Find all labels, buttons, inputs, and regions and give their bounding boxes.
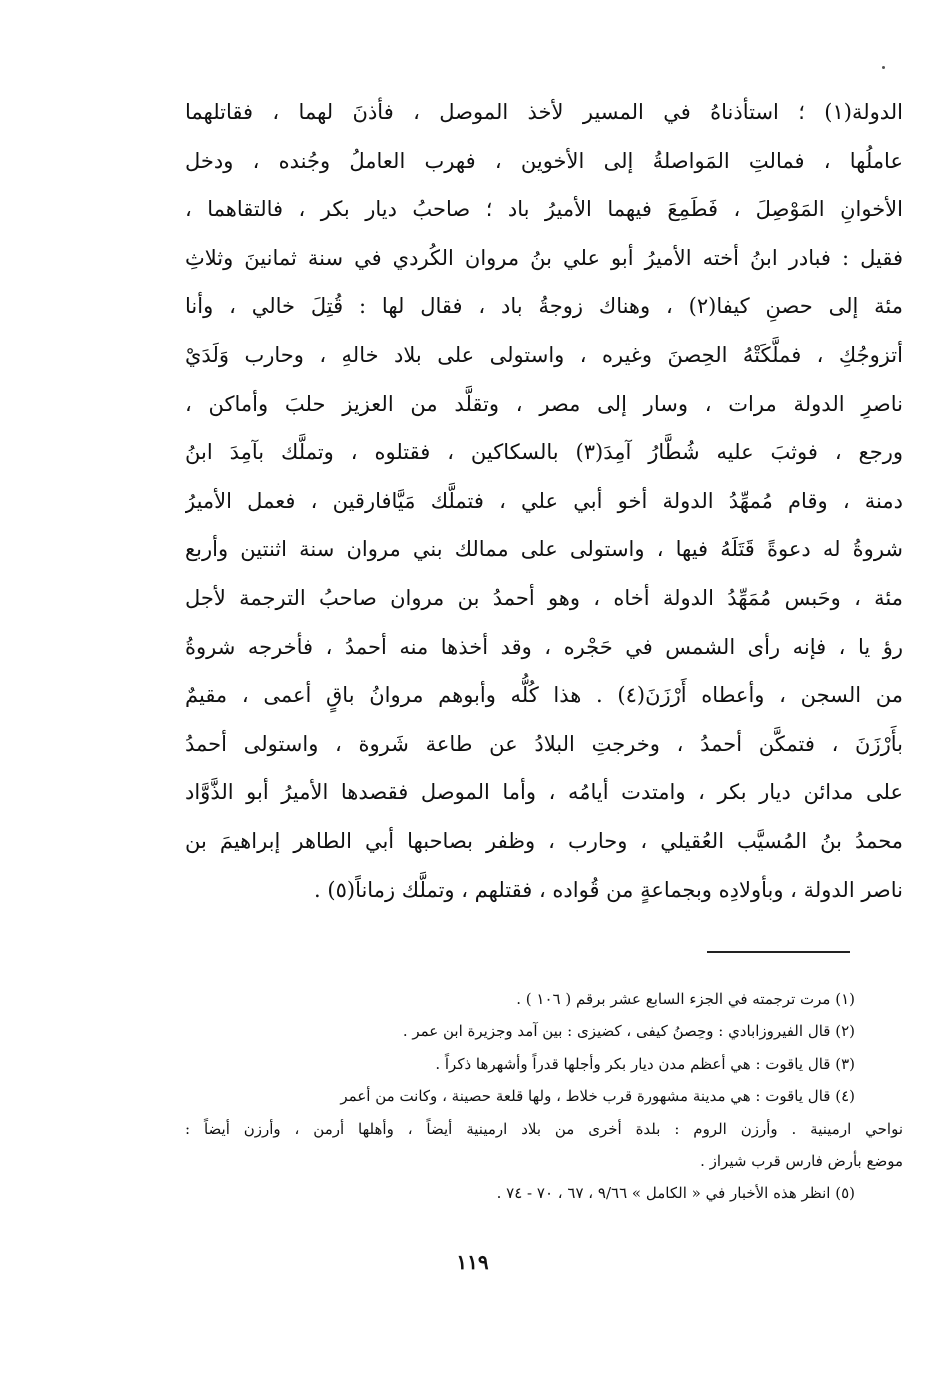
- text-line: الدولة(١) ؛ استأذناهُ في المسير لأخذ الموصل ، فأذنَ لهما ، فقاتلهما: [185, 100, 903, 124]
- footnotes-block: [185, 983, 903, 1210]
- text-line-last: ناصر الدولة ، وبأولادِه وبجماعةٍ من قُواده ، فقتلهم ، وتملَّك زماناً(٥) .: [314, 877, 903, 902]
- footnote-3: (٣) قال ياقوت : هي أعظم مدن ديار بكر وأجلها قدراً وأشهرها ذكراً .: [435, 1054, 855, 1073]
- footnote-5: (٥) انظر هذه الأخبار في « الكامل » ٩/٦٦ ، ٦٧ ، ٧٠ - ٧٤ .: [496, 1184, 855, 1203]
- main-text-block: [185, 88, 903, 914]
- text-line: من السجن ، وأعطاه أَرْزَنَ(٤) . هذا كُلُّه وأبوهم مروانُ باقٍ أعمى ، مقيمٌ: [185, 683, 903, 708]
- text-line: محمدُ بنُ المُسيَّب العُقيلي ، وحارب ، وظفر بصاحبها أبي الطاهر إبراهيمَ بن: [185, 828, 903, 853]
- footnote-2: (٢) قال الفيروزابادي : وحِصنُ كيفى ، كضيزى : بين آمد وجزيرة ابن عمر .: [402, 1022, 855, 1041]
- text-line: مئة ، وحَبس مُمَهِّدُ الدولة أخاه ، وهو أحمدُ بن مروان صاحبُ الترجمة لأجل: [185, 585, 903, 610]
- text-line: رؤ يا ، فإنه رأى الشمس في حَجْره ، وقد أخذها منه أحمدُ ، فأخرجه شروةُ: [185, 634, 903, 659]
- text-line: ناصرِ الدولة مرات ، وسار إلى مصر ، وتقلَّد من العزيز حلبَ وأماكن ،: [185, 391, 903, 416]
- footnote-4-line-2: نواحي ارمينية . وأرزن الروم : بلدة أخرى من بلاد ارمينية أيضاً ، وأهلها أرمن ، وأرزن أيضاً :: [185, 1119, 903, 1138]
- text-line: على مدائن ديار بكر ، وامتدت أيامُه ، وأما الموصل فقصدها الأميرُ أبو الذَّوَّاد: [185, 780, 903, 805]
- text-line: عاملُها ، فمالتِ المَواصلةُ إلى الأخوين ، فهرب العاملُ وجُنده ، ودخل: [185, 148, 903, 173]
- text-line: دمنة ، وقام مُمهِّدُ الدولة أخو أبي علي ، فتملَّك مَيَّافارقين ، فعمل الأميرُ: [185, 488, 903, 513]
- text-line: فقيل : فبادر ابنُ أخته الأميرُ أبو علي بنُ مروان الكُردي في سنة ثمانينَ وثلاثِ: [185, 245, 903, 270]
- text-line: شروةُ له دعوةً قَتَلَهُ فيها ، واستولى على ممالك بني مروان سنة اثنتين وأربع: [185, 537, 903, 562]
- text-line: مئة إلى حصنِ كيفا(٢) ، وهناك زوجةُ باد ، فقال لها : قُتِلَ خالي ، وأنا: [185, 294, 903, 319]
- text-line: الأخوانِ المَوْصِلَ ، فَطَمِعَ فيهما الأميرُ باد ؛ صاحبُ ديار بكر ، فالتقاهما ،: [185, 197, 903, 222]
- text-line: أتزوجُكِ ، فملَّكَتْهُ الحِصنَ وغيره ، واستولى على بلاد خالهِ ، وحارب وَلَدَيْ: [185, 342, 903, 367]
- footnote-separator: [707, 951, 850, 953]
- footnote-4-line-3: موضع بأرض فارس قرب شيراز .: [700, 1151, 903, 1170]
- text-line: بأَرْزَنَ ، فتمكَّن أحمدُ ، وخرجتِ البلادُ عن طاعة شَروة ، واستولى أحمدُ: [185, 731, 903, 756]
- footnote-1: (١) مرت ترجمته في الجزء السابع عشر برقم ( ١٠٦ ) .: [516, 990, 855, 1008]
- page-number: ١١٩: [456, 1250, 489, 1274]
- text-line: ورجع ، فوثبَ عليه شُطَّارُ آمِدَ(٣) بالسكاكين ، فقتلوه ، وتملَّك بآمِدَ ابنُ: [185, 440, 903, 465]
- scan-speck: [882, 66, 885, 69]
- footnote-4-line-1: (٤) قال ياقوت : هي مدينة مشهورة قرب خلاط ، ولها قلعة حصينة ، وكانت من أعمر: [340, 1087, 855, 1106]
